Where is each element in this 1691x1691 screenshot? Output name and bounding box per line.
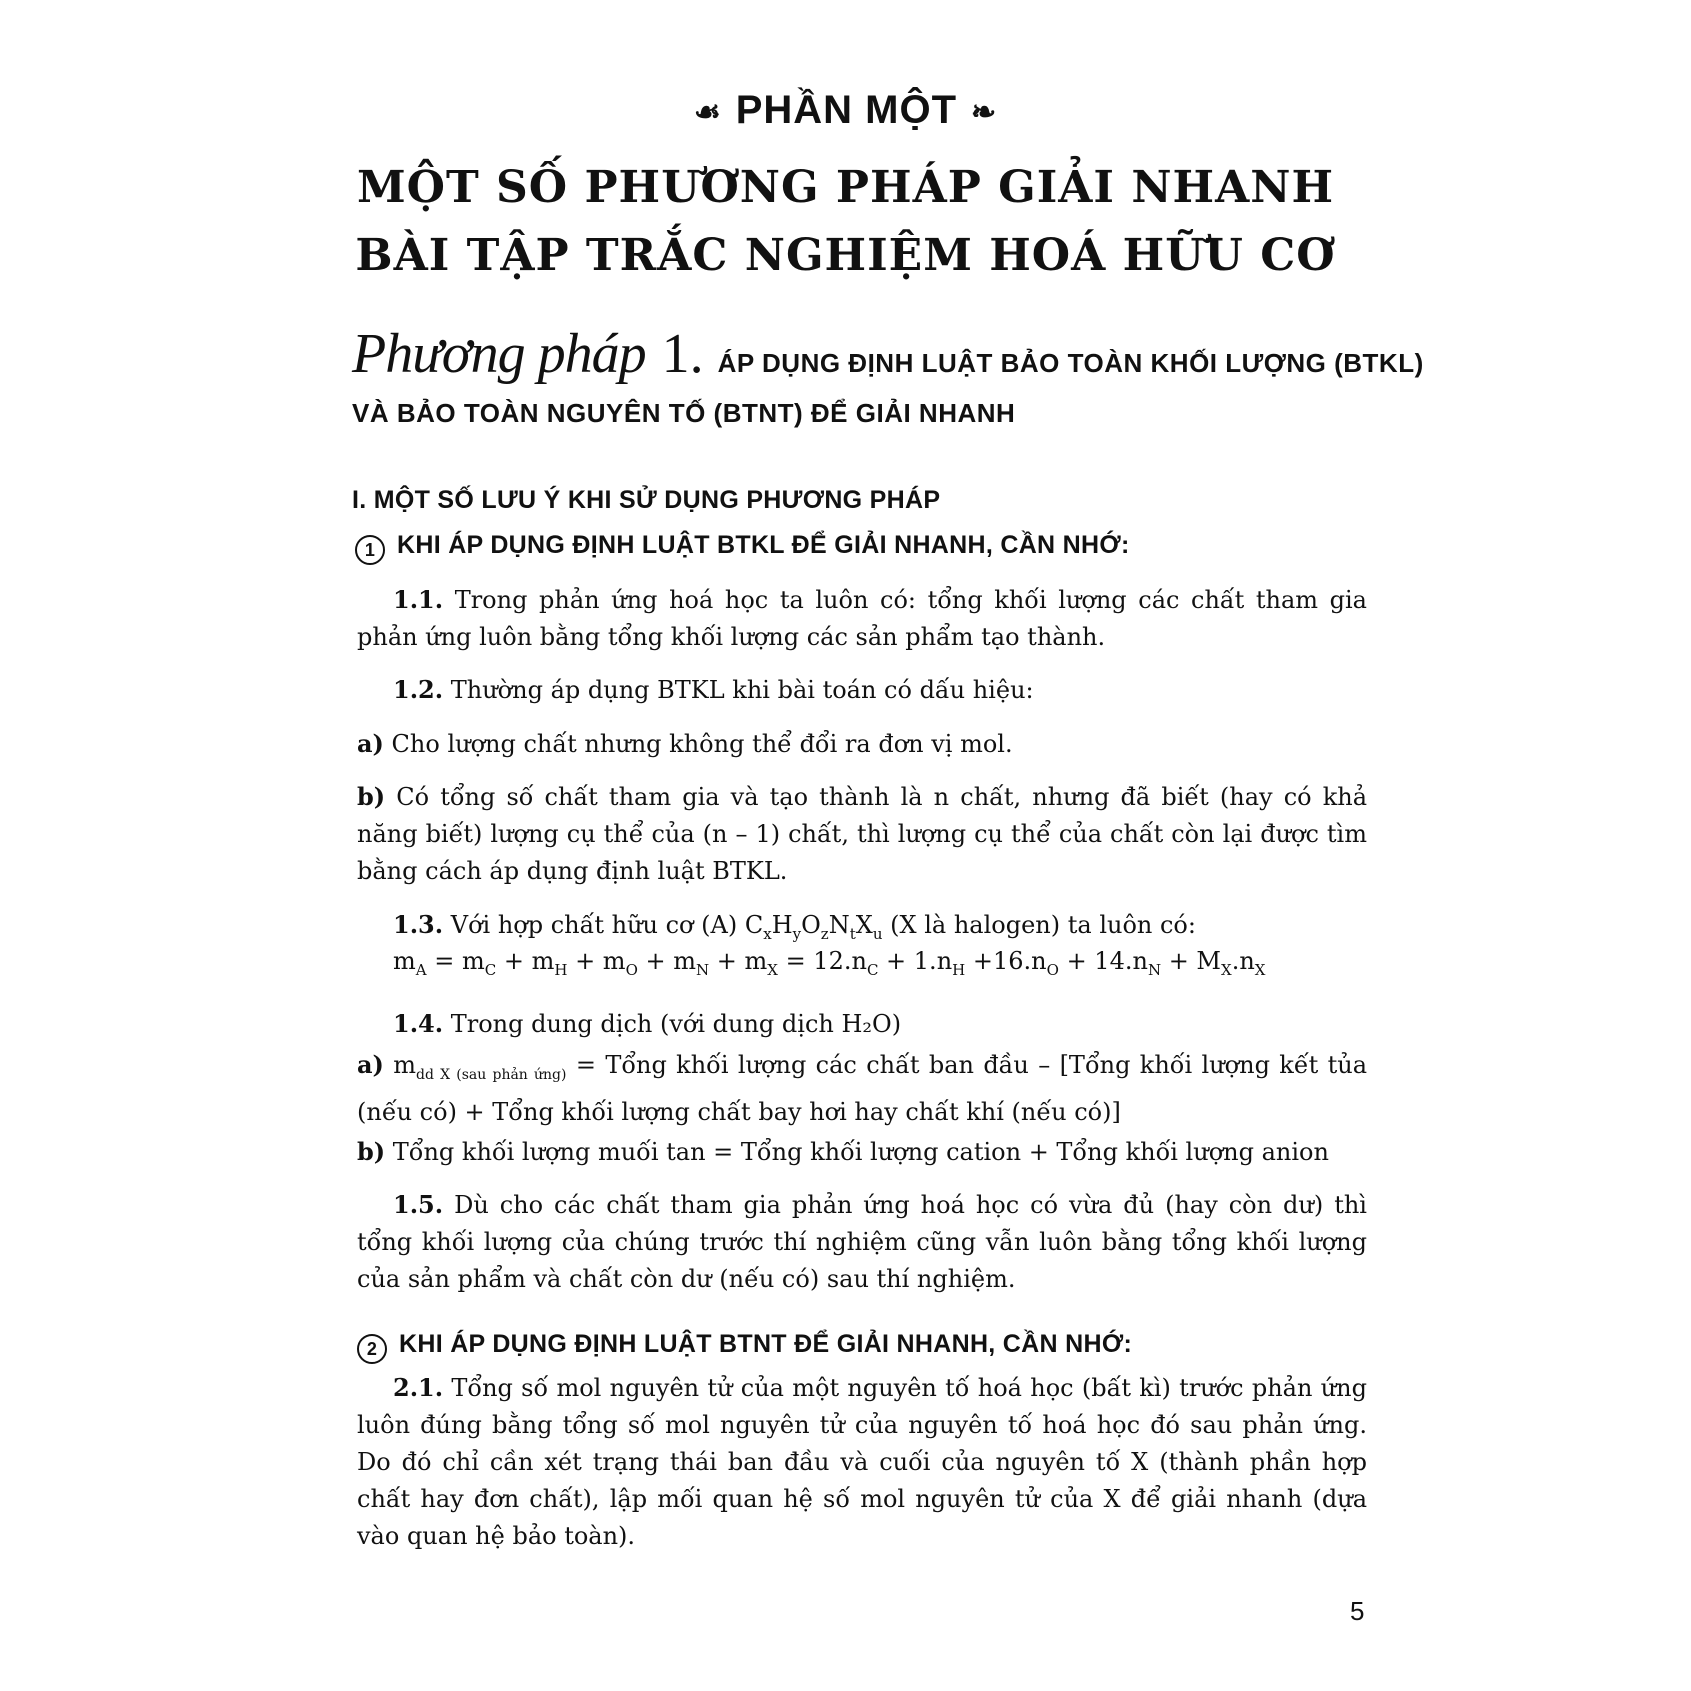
paragraph-2-1 <box>357 1369 1367 1555</box>
paragraph-text: Thường áp dụng BTKL khi bài toán có dấu hiệu: <box>450 676 1034 704</box>
method-script-word: Phương pháp <box>352 323 646 385</box>
subsection-1-heading-text: KHI ÁP DỤNG ĐỊNH LUẬT BTKL ĐỂ GIẢI NHANH, CẦN NHỚ: <box>397 531 1130 559</box>
page-title-line-2: BÀI TẬP TRẮC NGHIỆM HOÁ HỮU CƠ <box>355 230 1336 281</box>
paragraph-text: Trong phản ứng hoá học ta luôn có: tổng khối lượng các chất tham gia phản ứng luôn bằng tổng khối lượng các sản phẩm tạo thành. <box>357 586 1367 651</box>
paragraph-text: Trong dung dịch (với dung dịch H₂O) <box>450 1010 902 1038</box>
compound-formula: $C_xH_yO_zN_tX_u$ <box>744 911 883 943</box>
paragraph-1-2-a <box>357 725 1367 763</box>
paragraph-text: Cho lượng chất nhưng không thể đổi ra đơn vị mol. <box>391 730 1013 758</box>
paragraph-1-5 <box>357 1186 1367 1298</box>
paragraph-text: Tổng số mol nguyên tử của một nguyên tố hoá học (bất kì) trước phản ứng luôn đúng bằng tổng số mol nguyên tử của nguyên tố hoá học đó sau phản ứng. Do đó chỉ cần xét trạng thái ban đầu và cuối của nguyên tố X (thành phần hợp chất hay đơn chất), lập mối quan hệ số mol nguyên tử của X để giải nhanh (dựa vào quan hệ bảo toàn). <box>357 1374 1367 1550</box>
paragraph-1-4-a: a) $m_{dd X (sau phản ứng)}$ = Tổng khối lượng các chất ban đầu – [Tổng khối lượng kết tủa (nếu có) + Tổng khối lượng chất bay hơi hay chất khí (nếu có)] <box>357 1050 1368 1126</box>
paragraph-text: = Tổng khối lượng các chất ban đầu – [Tổng khối lượng kết tủa (nếu có) + Tổng khối lượng chất bay hơi hay chất khí (nếu có)] <box>357 1051 1368 1126</box>
paragraph-1-4 <box>357 1005 1367 1043</box>
method-number: 1. <box>661 323 704 385</box>
item-label: b) <box>357 1137 386 1166</box>
item-label: a) <box>357 729 384 758</box>
paragraph-1-2 <box>357 671 1367 709</box>
mass-subscript: dd X (sau phản ứng) <box>416 1066 567 1083</box>
paragraph-1-1 <box>357 581 1367 656</box>
ornament-left-icon: ☙ <box>693 95 722 129</box>
paragraph-text: (X là halogen) ta luôn có: <box>890 911 1196 939</box>
method-title-line-2: VÀ BẢO TOÀN NGUYÊN TỐ (BTNT) ĐỂ GIẢI NHANH <box>352 398 1016 428</box>
item-number: 1.5. <box>393 1190 444 1219</box>
part-label-text: PHẦN MỘT <box>735 88 958 132</box>
paragraph-text: Với hợp chất hữu cơ (A) <box>450 911 738 939</box>
paragraph-text: Tổng khối lượng muối tan = Tổng khối lượng cation + Tổng khối lượng anion <box>392 1138 1329 1166</box>
part-label <box>0 88 1691 133</box>
item-number: 1.3. <box>393 910 444 939</box>
subsection-1-heading <box>355 531 1130 565</box>
paragraph-text: Có tổng số chất tham gia và tạo thành là n chất, nhưng đã biết (hay có khả năng biết) lượng cụ thể của (n – 1) chất, thì lượng cụ thể của chất còn lại được tìm bằng cách áp dụng định luật BTKL. <box>357 783 1368 885</box>
circled-number-2-icon: 2 <box>357 1334 387 1364</box>
paragraph-text: Dù cho các chất tham gia phản ứng hoá học có vừa đủ (hay còn dư) thì tổng khối lượng của chúng trước thí nghiệm cũng vẫn luôn bằng tổng khối lượng của sản phẩm và chất còn dư (nếu có) sau thí nghiệm. <box>357 1191 1367 1293</box>
item-label: b) <box>357 782 386 811</box>
subsection-2-heading-text: KHI ÁP DỤNG ĐỊNH LUẬT BTNT ĐỂ GIẢI NHANH, CẦN NHỚ: <box>399 1330 1133 1358</box>
page-title-line-1: MỘT SỐ PHƯƠNG PHÁP GIẢI NHANH <box>356 162 1335 213</box>
item-number: 1.1. <box>393 585 444 614</box>
paragraph-1-4-b <box>357 1133 1367 1171</box>
mass-formula: $m_A = m_C + m_H + m_O + m_N + m_X = 12.n_C + 1.n_H +16.n_O + 14.n_N + M_X.n_X$ <box>393 947 1266 979</box>
method-title-line-1: ÁP DỤNG ĐỊNH LUẬT BẢO TOÀN KHỐI LƯỢNG (BTKL) <box>717 348 1424 378</box>
item-number: 1.2. <box>393 675 444 704</box>
circled-number-1-icon: 1 <box>355 535 385 565</box>
subsection-2-heading <box>357 1330 1132 1364</box>
ornament-right-icon: ❧ <box>971 95 998 129</box>
paragraph-1-3 <box>357 906 1367 953</box>
item-label: a) <box>357 1050 384 1079</box>
item-number: 1.4. <box>393 1009 444 1038</box>
item-number: 2.1. <box>393 1373 444 1402</box>
paragraph-1-2-b <box>357 778 1367 890</box>
page-number: 5 <box>1350 1596 1365 1626</box>
section-heading: I. MỘT SỐ LƯU Ý KHI SỬ DỤNG PHƯƠNG PHÁP <box>352 486 941 514</box>
method-heading <box>352 322 1424 386</box>
